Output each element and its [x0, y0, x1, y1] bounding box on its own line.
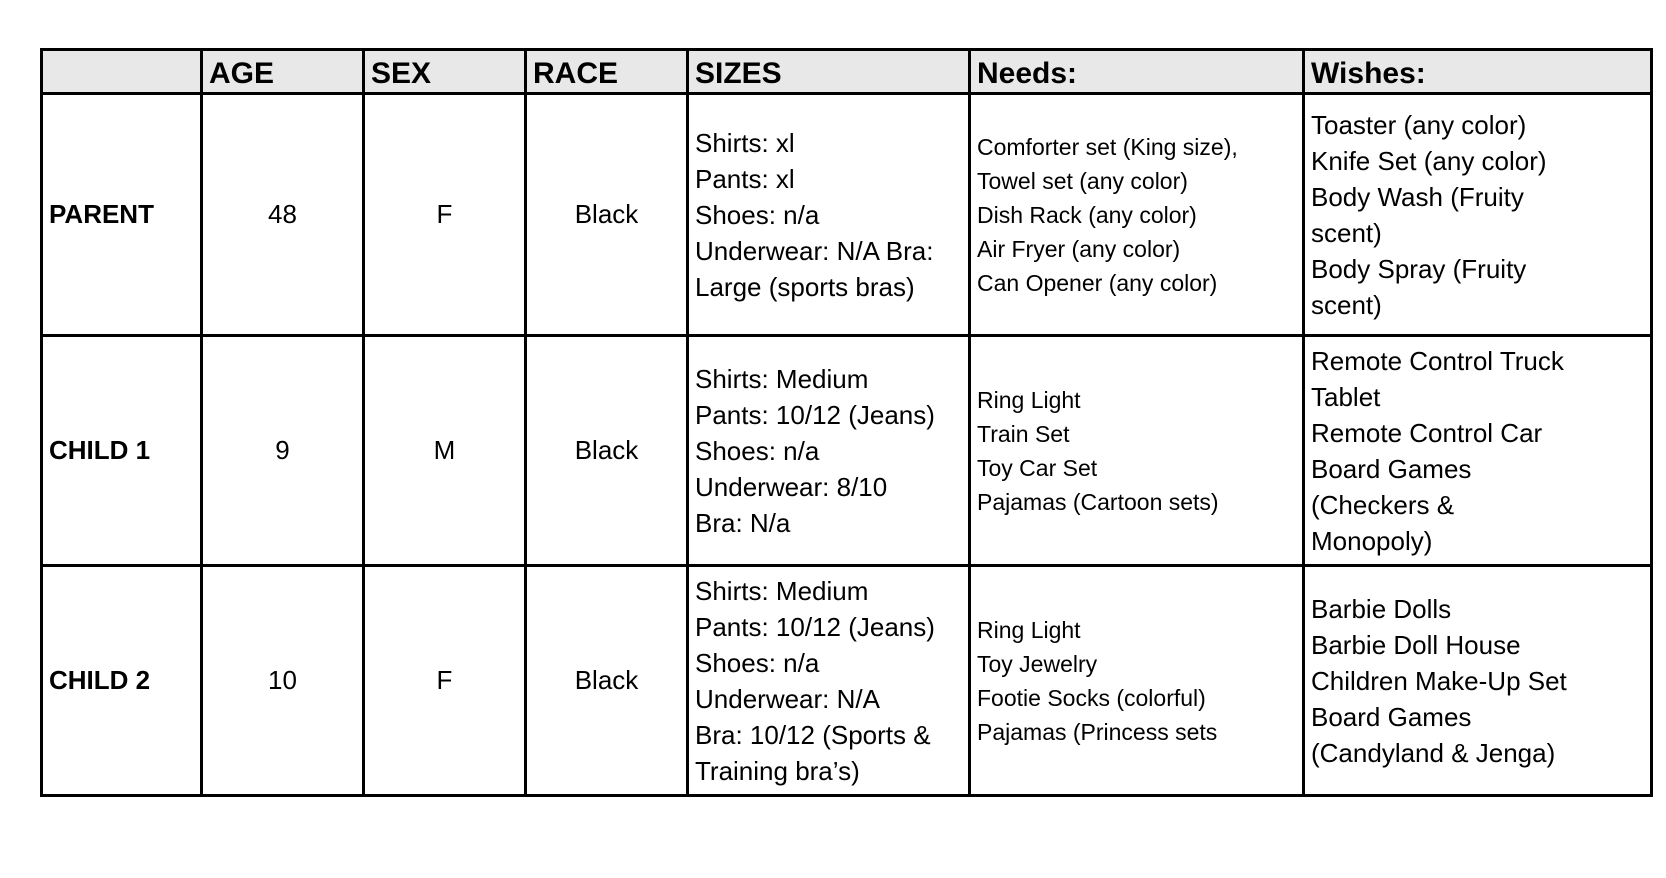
age-cell: 10 [202, 566, 364, 796]
race-cell: Black [526, 336, 688, 566]
row-label: CHILD 2 [42, 566, 202, 796]
race-cell: Black [526, 566, 688, 796]
age-cell: 48 [202, 94, 364, 336]
header-cell-race: RACE [526, 50, 688, 94]
header-row [42, 50, 1652, 94]
wishes-cell: Toaster (any color) Knife Set (any color) Body Wash (Fruity scent) Body Spray (Fruity scent) [1304, 94, 1652, 336]
table-row [42, 566, 1652, 796]
sex-cell: F [364, 94, 526, 336]
wishes-cell: Remote Control Truck Tablet Remote Control Car Board Games (Checkers & Monopoly) [1304, 336, 1652, 566]
table-row [42, 94, 1652, 336]
sizes-cell: Shirts: xl Pants: xl Shoes: n/a Underwear: N/A Bra: Large (sports bras) [688, 94, 970, 336]
needs-cell: Ring Light Train Set Toy Car Set Pajamas (Cartoon sets) [970, 336, 1304, 566]
table-row [42, 336, 1652, 566]
age-cell: 9 [202, 336, 364, 566]
header-cell-blank [42, 50, 202, 94]
wishes-cell: Barbie Dolls Barbie Doll House Children Make-Up Set Board Games (Candyland & Jenga) [1304, 566, 1652, 796]
sex-cell: M [364, 336, 526, 566]
row-label: CHILD 1 [42, 336, 202, 566]
header-cell-sex: SEX [364, 50, 526, 94]
sizes-cell: Shirts: Medium Pants: 10/12 (Jeans) Shoes: n/a Underwear: 8/10 Bra: N/a [688, 336, 970, 566]
row-label: PARENT [42, 94, 202, 336]
needs-cell: Comforter set (King size), Towel set (any color) Dish Rack (any color) Air Fryer (any color) Can Opener (any color) [970, 94, 1304, 336]
header-cell-wishes: Wishes: [1304, 50, 1652, 94]
wishlist-table [40, 48, 1653, 797]
header-cell-sizes: SIZES [688, 50, 970, 94]
header-cell-needs: Needs: [970, 50, 1304, 94]
sex-cell: F [364, 566, 526, 796]
header-cell-age: AGE [202, 50, 364, 94]
needs-cell: Ring Light Toy Jewelry Footie Socks (colorful) Pajamas (Princess sets [970, 566, 1304, 796]
race-cell: Black [526, 94, 688, 336]
sizes-cell: Shirts: Medium Pants: 10/12 (Jeans) Shoes: n/a Underwear: N/A Bra: 10/12 (Sports & Training bra’s) [688, 566, 970, 796]
